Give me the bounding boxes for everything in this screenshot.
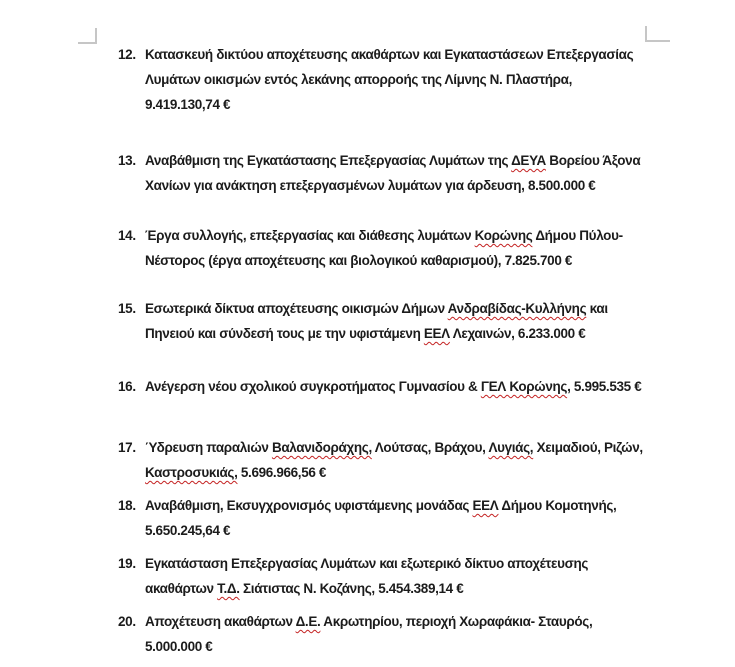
text-line <box>145 92 678 117</box>
text-line <box>145 460 678 485</box>
misspelled-word: ΕΕΛ <box>423 326 450 341</box>
text-line <box>145 223 678 248</box>
text-line <box>145 67 678 92</box>
text-segment: Λεχαινών, 6.233.000 € <box>449 326 586 341</box>
text-segment: Δήμου Πύλου- <box>532 228 623 243</box>
list-item-text <box>145 609 678 659</box>
misspelled-word: Ανδραβίδας-Κυλλήνης <box>447 301 587 316</box>
text-line <box>145 609 678 634</box>
text-segment: Κατασκευή δικτύου αποχέτευσης ακαθάρτων και Εγκαταστάσεων Επεξεργασίας <box>145 47 634 62</box>
list-item-text <box>145 148 678 198</box>
list-item <box>118 609 678 659</box>
text-segment: Πηνειού και σύνδεσή τους με την υφιστάμενη <box>145 326 424 341</box>
list-item-number: 18. <box>118 498 136 513</box>
list-item <box>118 148 678 198</box>
text-line <box>145 374 678 399</box>
list-item-number: 17. <box>118 440 136 455</box>
text-line <box>145 321 678 346</box>
list-item-text <box>145 42 678 117</box>
text-segment: Χανίων για ανάκτηση επεξεργασμένων λυμάτων για άρδευση, 8.500.000 € <box>145 178 596 193</box>
misspelled-word: Δ.Ε. <box>295 614 321 629</box>
misspelled-word: ΔΕΥΑ <box>511 153 546 168</box>
text-segment: ακαθάρτων <box>145 581 218 596</box>
text-line <box>145 551 678 576</box>
text-segment: Βορείου Άξονα <box>545 153 641 168</box>
list-item <box>118 42 678 117</box>
text-segment: 5.000.000 € <box>145 639 213 654</box>
list-item <box>118 435 678 485</box>
text-segment: 5.696.966,56 € <box>237 465 327 480</box>
text-line <box>145 634 678 659</box>
text-segment: 5.650.245,64 € <box>145 523 231 538</box>
text-line <box>145 296 678 321</box>
list-item <box>118 296 678 346</box>
list-item <box>118 223 678 273</box>
text-segment: , 5.995.535 € <box>567 379 642 394</box>
text-line <box>145 148 678 173</box>
text-segment: Λυμάτων οικισμών εντός λεκάνης απορροής της Λίμνης Ν. Πλαστήρα, <box>145 72 572 87</box>
list-item-number: 20. <box>118 614 136 629</box>
list-item-number: 12. <box>118 47 136 62</box>
numbered-list <box>118 42 678 659</box>
text-segment: Χειμαδιού, Ριζών, <box>533 440 643 455</box>
misspelled-word: Λυγιάς, <box>488 440 534 455</box>
list-item-text <box>145 296 678 346</box>
text-segment: Λούτσας, Βράχου, <box>371 440 489 455</box>
misspelled-word: Βαλανιδοράχης, <box>271 440 372 455</box>
text-segment: Ακρωτηρίου, περιοχή Χωραφάκια- Σταυρός, <box>320 614 593 629</box>
list-item-number: 19. <box>118 556 136 571</box>
text-segment: Αποχέτευση ακαθάρτων <box>145 614 296 629</box>
list-item-text <box>145 435 678 485</box>
list-item-number: 15. <box>118 301 136 316</box>
list-item-number: 13. <box>118 153 136 168</box>
list-item <box>118 374 678 399</box>
margin-crop-mark-top-left <box>78 28 97 44</box>
misspelled-word: Καστροσυκιάς, <box>145 465 238 480</box>
list-item <box>118 493 678 543</box>
text-segment: Ανέγερση νέου σχολικού συγκροτήματος Γυμνασίου & <box>145 379 481 394</box>
text-line <box>145 435 678 460</box>
text-segment: 9.419.130,74 € <box>145 97 231 112</box>
text-line <box>145 173 678 198</box>
margin-crop-mark-top-right <box>645 26 670 42</box>
list-item-text <box>145 374 678 399</box>
text-segment: Ύδρευση παραλιών <box>145 440 272 455</box>
list-item <box>118 551 678 601</box>
list-item-text <box>145 223 678 273</box>
misspelled-word: ΓΕΛ Κορώνης <box>480 379 568 394</box>
text-line <box>145 493 678 518</box>
text-segment: Αναβάθμιση, Εκσυγχρονισμός υφιστάμενης μονάδας <box>145 498 473 513</box>
text-segment: Σιάτιστας Ν. Κοζάνης, 5.454.389,14 € <box>239 581 464 596</box>
misspelled-word: ΕΕΛ <box>472 498 499 513</box>
text-line <box>145 518 678 543</box>
text-line <box>145 248 678 273</box>
list-item-text <box>145 551 678 601</box>
list-item-text <box>145 493 678 543</box>
text-segment: Έργα συλλογής, επεξεργασίας και διάθεσης λυμάτων <box>145 228 475 243</box>
misspelled-word: Τ.Δ. <box>217 581 240 596</box>
text-segment: Εσωτερικά δίκτυα αποχέτευσης οικισμών Δήμων <box>145 301 448 316</box>
list-item-number: 16. <box>118 379 136 394</box>
text-segment: Εγκατάσταση Επεξεργασίας Λυμάτων και εξωτερικό δίκτυο αποχέτευσης <box>145 556 589 571</box>
misspelled-word: Κορώνης <box>474 228 533 243</box>
text-line <box>145 42 678 67</box>
text-segment: Δήμου Κομοτηνής, <box>498 498 617 513</box>
text-segment: και <box>586 301 608 316</box>
text-segment: Νέστορος (έργα αποχέτευσης και βιολογικού καθαρισμού), 7.825.700 € <box>145 253 573 268</box>
list-item-number: 14. <box>118 228 136 243</box>
text-segment: Αναβάθμιση της Εγκατάστασης Επεξεργασίας Λυμάτων της <box>145 153 512 168</box>
text-line <box>145 576 678 601</box>
